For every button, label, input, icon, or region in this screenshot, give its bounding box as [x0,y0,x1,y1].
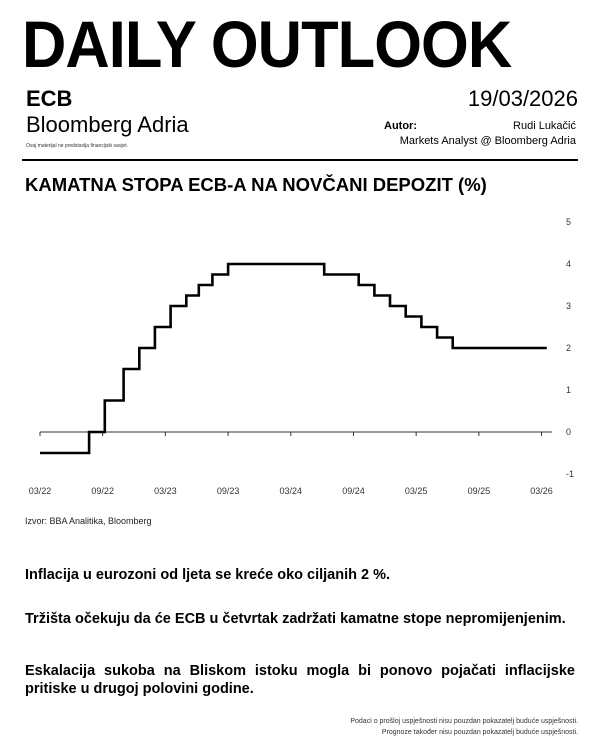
x-tick-label: 03/26 [530,486,553,496]
rate-chart [0,200,600,510]
author-name: Rudi Lukačić [513,120,576,132]
footer-disclaimer-2: Prognoze također nisu pouzdan pokazatelj buduće uspješnosti. [381,729,578,736]
y-axis-ticks [566,217,574,479]
body-paragraph-1: Inflacija u eurozoni od ljeta se kreće oko ciljanih 2 %. [25,567,391,583]
topic-label: ECB [26,86,73,111]
x-axis-labels [29,486,553,496]
masthead-title: DAILY OUTLOOK [22,7,512,81]
y-tick-label: -1 [566,469,575,479]
x-tick-label: 09/23 [216,486,240,496]
author-role: Markets Analyst @ Bloomberg Adria [399,135,576,147]
author-label: Autor: [384,120,417,132]
y-tick-label: 5 [566,217,572,227]
x-tick-label: 03/24 [279,486,303,496]
chart-source: Izvor: BBA Analitika, Bloomberg [25,516,152,526]
x-tick-label: 09/22 [91,486,114,496]
x-tick-label: 03/22 [28,486,52,496]
y-tick-label: 2 [566,343,572,353]
small-disclaimer: Ovaj materijal ne predstavlja financijski savjet. [26,143,128,149]
y-tick-label: 0 [566,427,572,437]
brand-name: Bloomberg Adria [26,112,189,137]
y-tick-label: 3 [566,301,572,311]
body-paragraph-2: Tržišta očekuju da će ECB u četvrtak zadržati kamatne stope nepromijenjenim. [25,611,566,627]
x-tick-label: 03/25 [404,486,428,496]
publication-date: 19/03/2026 [467,86,578,111]
chart-title: KAMATNA STOPA ECB-A NA NOVČANI DEPOZIT (%) [25,174,487,195]
y-tick-label: 4 [566,259,572,269]
y-tick-label: 1 [566,385,572,395]
header-divider [22,159,578,161]
x-tick-label: 03/23 [154,486,177,496]
body-paragraph-3: Eskalacija sukoba na Bliskom istoku mogla bi ponovo pojačati inflacijske pritiske u drugoj polovini godine. [25,663,575,697]
x-tick-label: 09/24 [342,486,365,496]
series-line-deposit-rate [40,264,547,453]
x-tick-label: 09/25 [467,486,491,496]
footer-disclaimer-1: Podaci o prošloj uspješnosti nisu pouzdan pokazatelj buduće uspješnosti. [350,718,578,725]
x-axis-tick-marks [40,432,542,436]
